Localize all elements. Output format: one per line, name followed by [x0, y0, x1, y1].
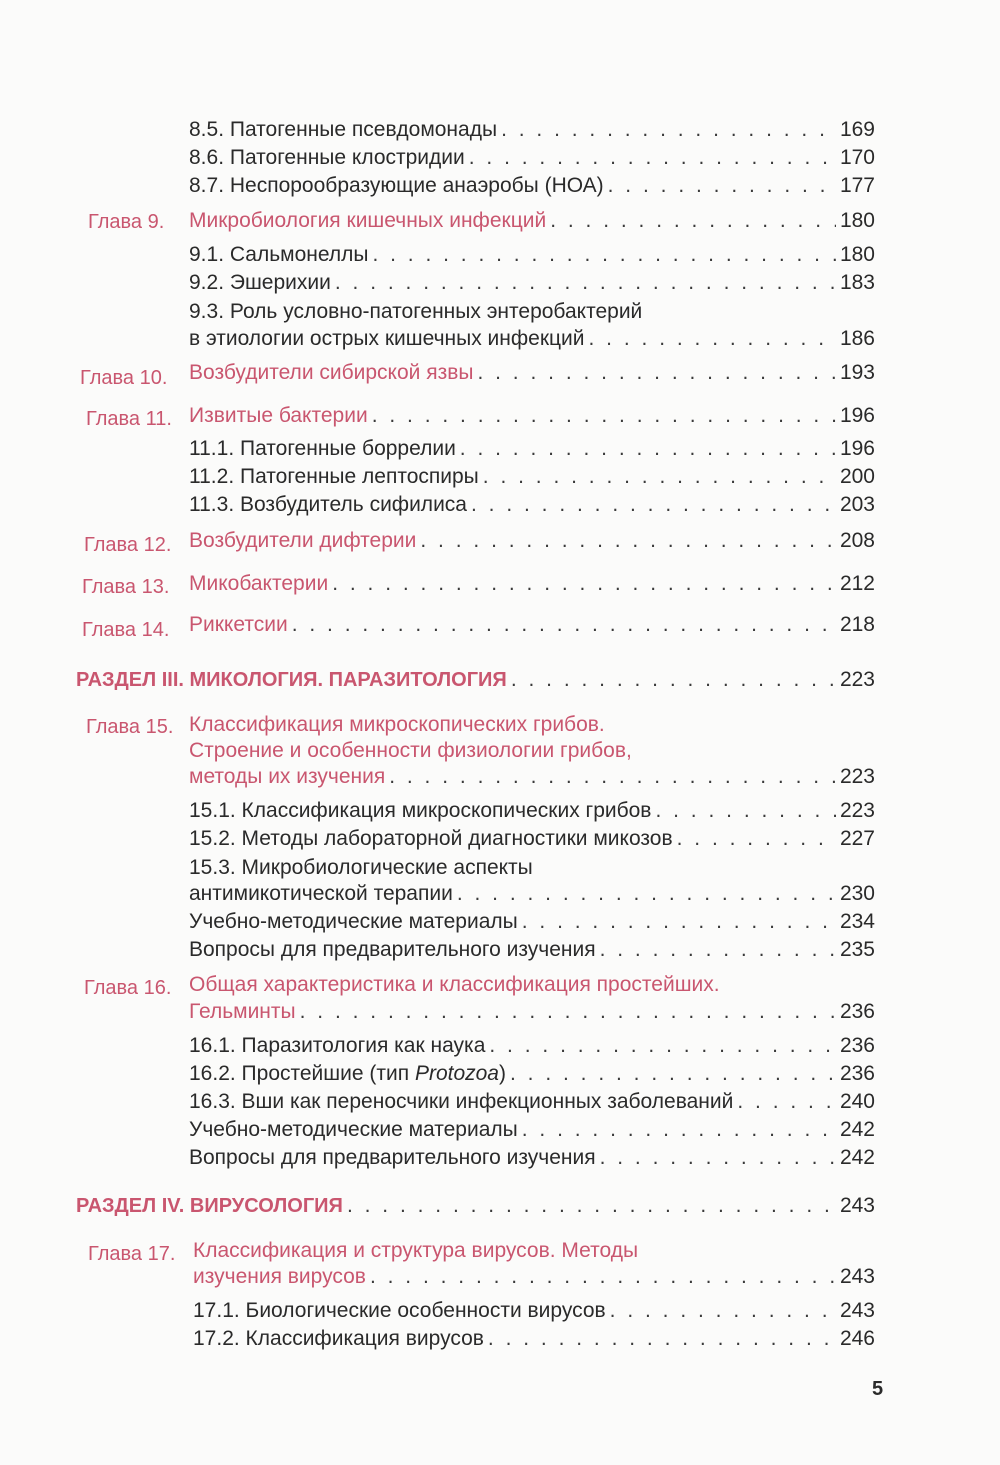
- dot-leader: [600, 937, 836, 963]
- toc-entry-title: 16.3. Вши как переносчики инфекционных заболеваний: [189, 1090, 734, 1113]
- toc-entry-15-3: [189, 881, 875, 907]
- toc-page-number: 208: [839, 529, 875, 552]
- toc-entry-9-1: [189, 242, 875, 268]
- toc-entry-15-2: [189, 826, 875, 852]
- toc-entry-16-questions: [189, 1145, 875, 1171]
- dot-leader: [372, 403, 836, 429]
- toc-page-number: 223: [839, 668, 875, 691]
- toc-entry-title: Учебно-методические материалы: [189, 1118, 518, 1141]
- toc-entry-title: 17.2. Классификация вирусов: [193, 1327, 484, 1350]
- dot-leader: [372, 242, 836, 268]
- dot-leader: [655, 798, 835, 824]
- dot-leader: [460, 436, 836, 462]
- dot-leader: [510, 1061, 836, 1087]
- dot-leader: [488, 1326, 836, 1352]
- toc-entry-title: Вопросы для предварительного изучения: [189, 1146, 596, 1169]
- dot-leader: [677, 826, 836, 852]
- toc-entry-title: 15.1. Классификация микроскопических грибов: [189, 799, 652, 822]
- toc-entry-15-questions: [189, 937, 875, 963]
- chapter-title: Возбудители дифтерии: [189, 529, 417, 552]
- dot-leader: [420, 528, 836, 554]
- toc-entry-title: 11.3. Возбудитель сифилиса: [189, 493, 467, 516]
- dot-leader: [335, 270, 836, 296]
- dot-leader: [332, 571, 836, 597]
- chapter-title: Возбудители сибирской язвы: [189, 361, 474, 384]
- dot-leader: [600, 1145, 836, 1171]
- toc-entry-title-part: ): [499, 1062, 506, 1085]
- dot-leader: [477, 360, 835, 386]
- chapter-title: изучения вирусов: [193, 1265, 366, 1288]
- chapter-16-title-line1: Общая характеристика и классификация простейших.: [189, 973, 720, 996]
- toc-entry-15-materials: [189, 909, 875, 935]
- toc-page-number: 235: [839, 938, 875, 961]
- toc-page-number: 246: [839, 1327, 875, 1350]
- toc-chapter-10: [189, 360, 875, 386]
- toc-entry-title: 11.2. Патогенные лептоспиры: [189, 465, 479, 488]
- chapter-title: методы их изучения: [189, 765, 386, 788]
- toc-chapter-16: [189, 999, 875, 1025]
- toc-page-number: 218: [839, 613, 875, 636]
- toc-entry-11-3: [189, 492, 875, 518]
- chapter-title: Микробиология кишечных инфекций: [189, 209, 547, 232]
- dot-leader: [370, 1264, 836, 1290]
- toc-page-number: 236: [839, 1034, 875, 1057]
- toc-page-number: 236: [839, 1062, 875, 1085]
- chapter-label-13: Глава 13.: [82, 576, 170, 598]
- toc-entry-title-part: 16.2. Простейшие (тип: [189, 1062, 415, 1085]
- toc-entry-9-3-line1: 9.3. Роль условно-патогенных энтеробактерий: [189, 300, 643, 323]
- toc-entry-title: антимикотической терапии: [189, 882, 453, 905]
- dot-leader: [483, 464, 836, 490]
- dot-leader: [550, 208, 836, 234]
- toc-chapter-17: [193, 1264, 875, 1290]
- page-number: 5: [872, 1378, 884, 1400]
- toc-entry-17-2: [193, 1326, 875, 1352]
- toc-page-number: 196: [839, 404, 875, 427]
- dot-leader: [522, 909, 836, 935]
- chapter-title: Извитые бактерии: [189, 404, 368, 427]
- section-title: РАЗДЕЛ III. МИКОЛОГИЯ. ПАРАЗИТОЛОГИЯ: [76, 669, 507, 691]
- toc-entry-11-1: [189, 436, 875, 462]
- toc-page-number: 186: [839, 327, 875, 350]
- toc-page-number: 200: [839, 465, 875, 488]
- toc-chapter-9: [189, 208, 875, 234]
- toc-entry-title: 9.2. Эшерихии: [189, 271, 331, 294]
- chapter-label-15: Глава 15.: [86, 716, 174, 738]
- toc-page-number: 170: [839, 146, 875, 169]
- toc-entry-title: 11.1. Патогенные боррелии: [189, 437, 456, 460]
- dot-leader: [589, 326, 836, 352]
- dot-leader: [489, 1033, 836, 1059]
- dot-leader: [608, 173, 836, 199]
- toc-entry-title: 8.6. Патогенные клостридии: [189, 146, 465, 169]
- toc-page-number: 169: [839, 118, 875, 141]
- toc-entry-title: Учебно-методические материалы: [189, 910, 518, 933]
- dot-leader: [501, 117, 836, 143]
- toc-entry-8-5: [189, 117, 875, 143]
- toc-page-number: 196: [839, 437, 875, 460]
- dot-leader: [737, 1089, 836, 1115]
- chapter-label-16: Глава 16.: [84, 977, 172, 999]
- chapter-label-9: Глава 9.: [88, 211, 165, 233]
- chapter-label-12: Глава 12.: [84, 534, 172, 556]
- toc-page-number: 180: [839, 209, 875, 232]
- dot-leader: [300, 999, 836, 1025]
- toc-page-number: 236: [839, 1000, 875, 1023]
- toc-page-number: 243: [839, 1265, 875, 1288]
- toc-entry-8-7: [189, 173, 875, 199]
- toc-chapter-12: [189, 528, 875, 554]
- toc-entry-title: 16.1. Паразитология как наука: [189, 1034, 486, 1057]
- toc-entry-title: 9.1. Сальмонеллы: [189, 243, 369, 266]
- chapter-label-14: Глава 14.: [82, 619, 170, 641]
- dot-leader: [292, 612, 836, 638]
- dot-leader: [471, 492, 836, 518]
- dot-leader: [610, 1298, 836, 1324]
- toc-page-number: 242: [839, 1146, 875, 1169]
- toc-entry-17-1: [193, 1298, 875, 1324]
- dot-leader: [389, 764, 836, 790]
- toc-page-number: 240: [839, 1090, 875, 1113]
- toc-entry-title: 17.1. Биологические особенности вирусов: [193, 1299, 606, 1322]
- section-title: РАЗДЕЛ IV. ВИРУСОЛОГИЯ: [76, 1195, 343, 1217]
- chapter-label-11: Глава 11.: [86, 408, 172, 430]
- toc-entry-16-2: [189, 1061, 875, 1087]
- toc-page-number: 242: [839, 1118, 875, 1141]
- toc-chapter-13: [189, 571, 875, 597]
- toc-entry-title: в этиологии острых кишечных инфекций: [189, 327, 585, 350]
- toc-entry-title: Вопросы для предварительного изучения: [189, 938, 596, 961]
- toc-section-3: [76, 667, 875, 693]
- chapter-label-17: Глава 17.: [88, 1243, 176, 1265]
- toc-entry-title: 8.7. Неспорообразующие анаэробы (НОА): [189, 174, 604, 197]
- dot-leader: [347, 1193, 836, 1219]
- dot-leader: [522, 1117, 836, 1143]
- toc-entry-8-6: [189, 145, 875, 171]
- toc-page-number: 230: [839, 882, 875, 905]
- dot-leader: [511, 667, 836, 693]
- toc-page-number: 227: [839, 827, 875, 850]
- toc-entry-16-3: [189, 1089, 875, 1115]
- toc-chapter-15: [189, 764, 875, 790]
- chapter-15-title-line1: Классификация микроскопических грибов.: [189, 713, 605, 736]
- chapter-title: Микобактерии: [189, 572, 329, 595]
- dot-leader: [457, 881, 836, 907]
- toc-chapter-14: [189, 612, 875, 638]
- toc-entry-title: 8.5. Патогенные псевдомонады: [189, 118, 498, 141]
- toc-entry-title-latin: Protozoa: [414, 1062, 499, 1085]
- chapter-17-title-line1: Классификация и структура вирусов. Методы: [193, 1239, 639, 1262]
- toc-chapter-11: [189, 403, 875, 429]
- chapter-title: Гельминты: [189, 1000, 296, 1023]
- toc-page-number: 180: [839, 243, 875, 266]
- toc-entry-9-3: [189, 326, 875, 352]
- toc-page-number: 243: [839, 1194, 875, 1217]
- chapter-title: Риккетсии: [189, 613, 288, 636]
- toc-page-number: 243: [839, 1299, 875, 1322]
- toc-entry-16-1: [189, 1033, 875, 1059]
- toc-entry-title: 15.2. Методы лабораторной диагностики микозов: [189, 827, 673, 850]
- toc-entry-15-3-line1: 15.3. Микробиологические аспекты: [189, 856, 533, 879]
- toc-entry-15-1: [189, 798, 875, 824]
- chapter-15-title-line2: Строение и особенности физиологии грибов,: [189, 739, 632, 762]
- chapter-label-10: Глава 10.: [80, 367, 168, 389]
- toc-page-number: 177: [839, 174, 875, 197]
- toc-entry-title: [189, 1061, 506, 1087]
- toc-entry-16-materials: [189, 1117, 875, 1143]
- toc-entry-11-2: [189, 464, 875, 490]
- toc-page-number: 203: [839, 493, 875, 516]
- toc-entry-9-2: [189, 270, 875, 296]
- toc-page-number: 223: [839, 799, 875, 822]
- toc-page-number: 223: [839, 765, 875, 788]
- toc-page-number: 234: [839, 910, 875, 933]
- toc-page-number: 193: [839, 361, 875, 384]
- dot-leader: [469, 145, 836, 171]
- toc-section-4: [76, 1193, 875, 1219]
- toc-page-number: 183: [839, 271, 875, 294]
- toc-page-number: 212: [839, 572, 875, 595]
